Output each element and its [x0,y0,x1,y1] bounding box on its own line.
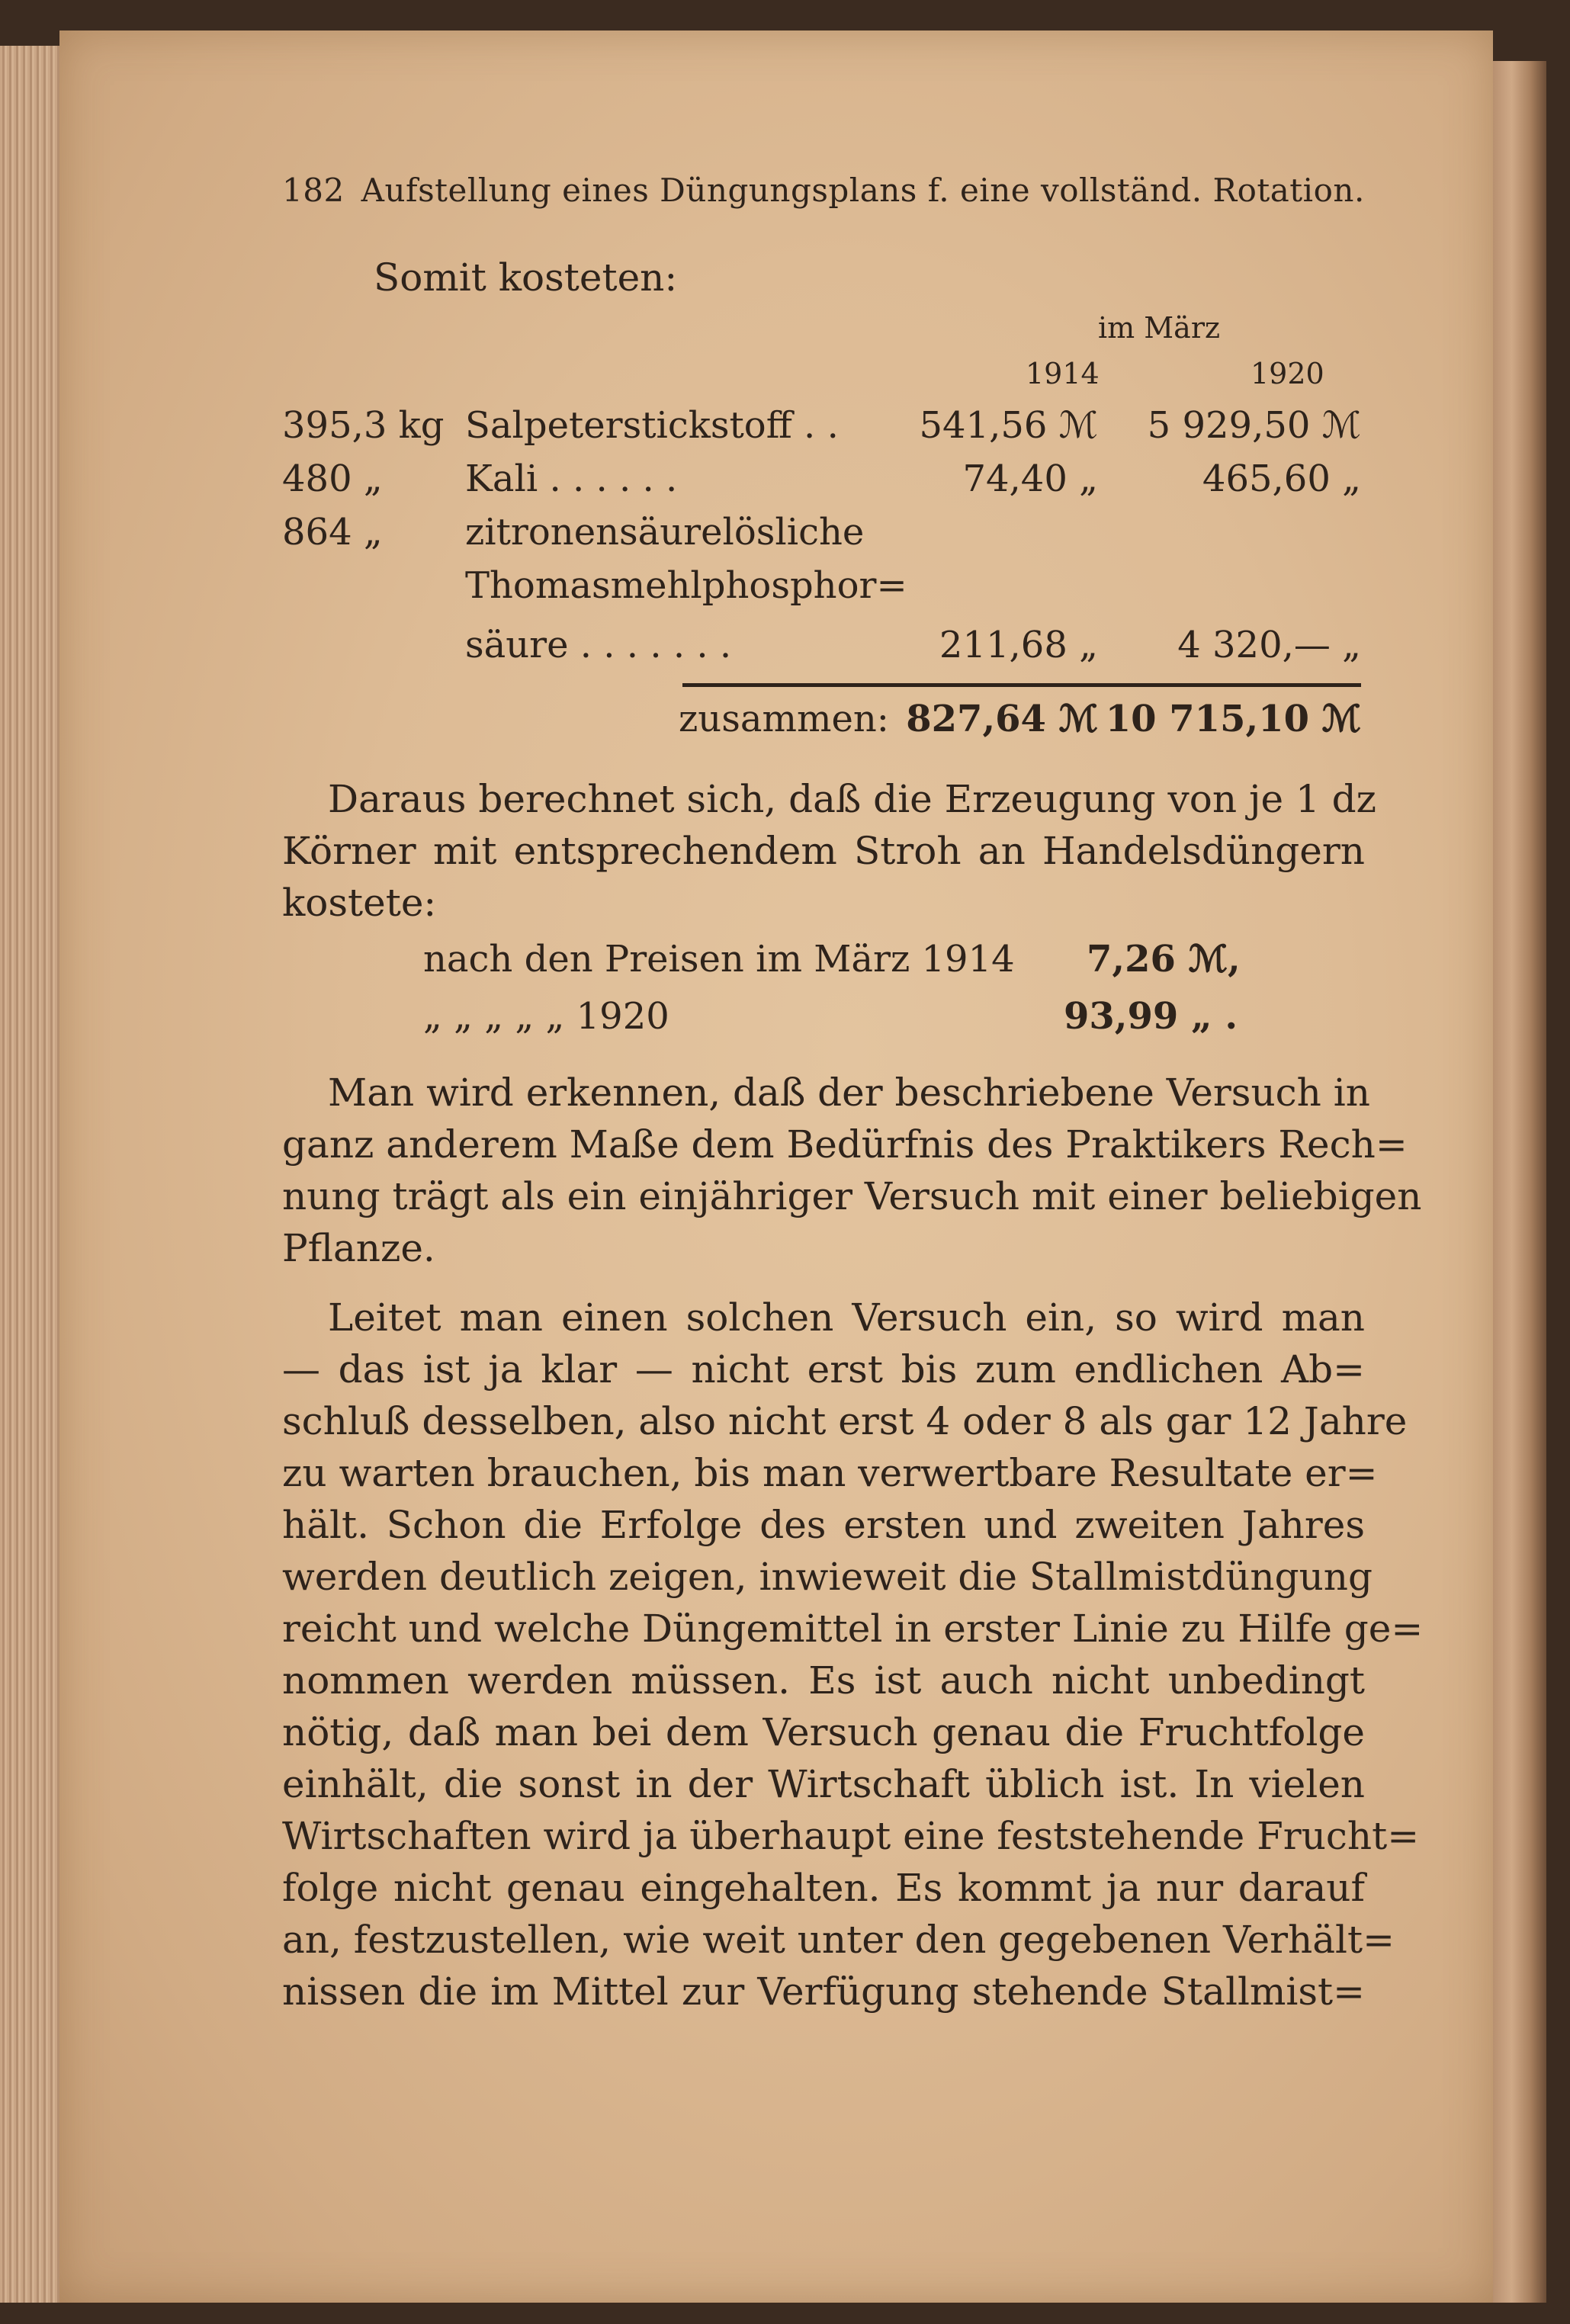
col-group-label: im März [1098,311,1221,345]
paragraph-line: Daraus berechnet sich, daß die Erzeugung von je 1 dz [328,777,1376,821]
paragraph-line: Pflanze. [282,1226,435,1270]
col-1920-header: 1920 [1251,357,1324,390]
paragraph-line: ganz anderem Maße dem Bedürfnis des Praktikers Rech= [282,1122,1408,1167]
paragraph-line: werden deutlich zeigen, inwieweit die Stallmistdüngung [282,1555,1373,1599]
row-item: Thomasmehlphosphor= [465,564,907,607]
total-1914: 827,64 ℳ [906,698,1098,740]
sum-rule [682,683,1361,687]
paragraph-line: nung trägt als ein einjähriger Versuch mit einer beliebigen [282,1174,1422,1218]
paragraph-line: nissen die im Mittel zur Verfügung stehende Stallmist= [282,1969,1365,2014]
paragraph-line: an, festzustellen, wie weit unter den gegebenen Verhält= [282,1918,1395,1962]
paragraph-line: zu warten brauchen, bis man verwertbare Resultate er= [282,1451,1378,1495]
paragraph-line: schluß desselben, also nicht erst 4 oder 8 als gar 12 Jahre [282,1399,1408,1443]
col-1914-header: 1914 [1026,357,1100,390]
total-1920: 10 715,10 ℳ [1105,698,1361,740]
running-header [282,172,1365,209]
row-value-1920: 5 929,50 ℳ [1147,404,1361,447]
paragraph-line: Leitet man einen solchen Versuch ein, so wird man [328,1295,1365,1340]
paragraph-line: — das ist ja klar — nicht erst bis zum endlichen Ab= [282,1347,1365,1392]
total-label: zusammen: [679,698,889,740]
row-item: Salpeterstickstoff . . [465,404,839,447]
paragraph-line: kostete: [282,881,437,925]
price-value: 7,26 ℳ, [1087,938,1241,981]
paragraph-line: nommen werden müssen. Es ist auch nicht unbedingt [282,1658,1365,1703]
row-qty: 395,3 kg [282,404,445,447]
paragraph-line: reicht und welche Düngemittel in erster Linie zu Hilfe ge= [282,1607,1424,1651]
paragraph-line: Wirtschaften wird ja überhaupt eine feststehende Frucht= [282,1814,1420,1858]
running-title: Aufstellung eines Düngungsplans f. eine vollständ. Rotation. [361,172,1365,209]
row-item: säure . . . . . . . [465,624,732,666]
row-item: zitronensäurelösliche [465,511,865,554]
paragraph-line: nötig, daß man bei dem Versuch genau die Fruchtfolge [282,1710,1365,1754]
price-label: „ „ „ „ „ 1920 [423,995,669,1038]
row-value-1920: 465,60 „ [1202,457,1361,500]
left-page-stack [0,46,63,2303]
row-value-1920: 4 320,— „ [1177,624,1361,666]
price-label: nach den Preisen im März 1914 [423,938,1015,981]
row-qty: 480 „ [282,457,383,500]
row-value-1914: 541,56 ℳ [919,404,1098,447]
intro-text: Somit kosteten: [374,255,678,300]
price-value: 93,99 „ . [1064,995,1238,1038]
page-number: 182 [282,172,345,209]
row-item: Kali . . . . . . [465,457,678,500]
paragraph-line: Man wird erkennen, daß der beschriebene Versuch in [328,1071,1370,1115]
paragraph-line: einhält, die sonst in der Wirtschaft üblich ist. In vielen [282,1762,1365,1806]
paragraph-line: hält. Schon die Erfolge des ersten und zweiten Jahres [282,1503,1365,1547]
paragraph-line: Körner mit entsprechendem Stroh an Handelsdüngern [282,829,1365,873]
right-page-edge [1493,61,1546,2303]
row-value-1914: 211,68 „ [939,624,1098,666]
row-value-1914: 74,40 „ [962,457,1098,500]
row-qty: 864 „ [282,511,383,554]
paragraph-line: folge nicht genau eingehalten. Es kommt ja nur darauf [282,1866,1365,1910]
